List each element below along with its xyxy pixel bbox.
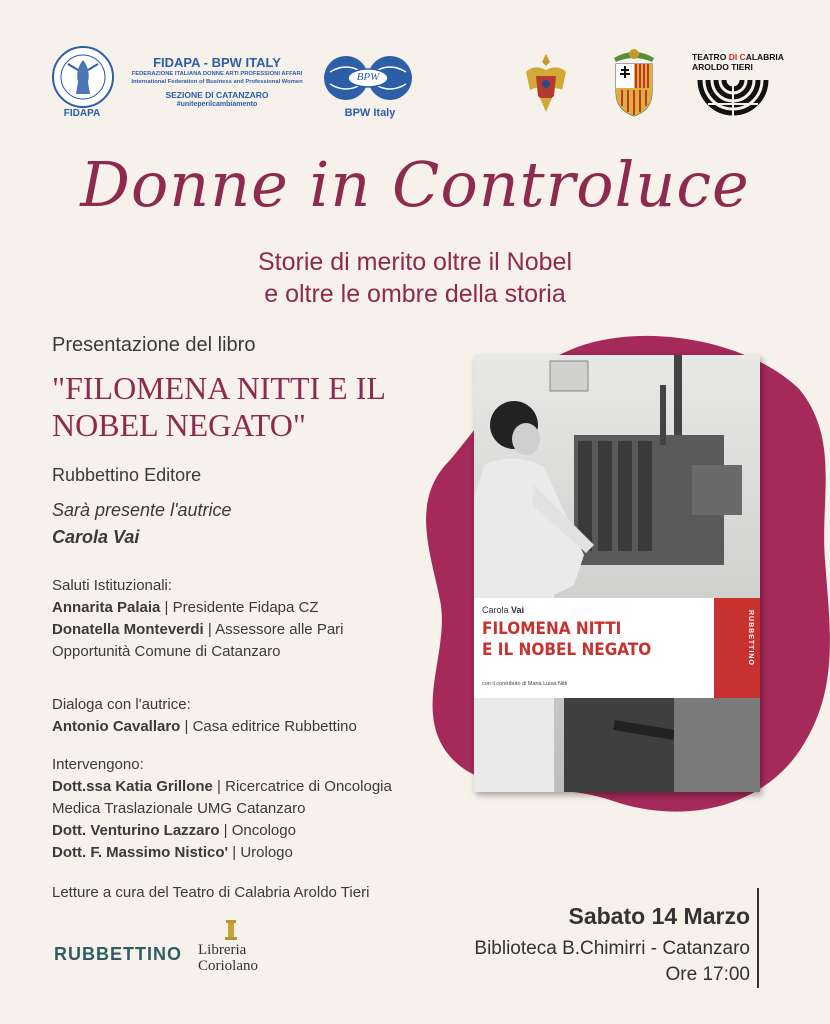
presentation-label: Presentazione del libro xyxy=(52,334,256,356)
book-title: "FILOMENA NITTI E IL NOBEL NEGATO" xyxy=(52,370,386,443)
saluti-person: Annarita Palaia | Presidente Fidapa CZ xyxy=(52,599,319,616)
dialoga-person: Antonio Cavallaro | Casa editrice Rubbettino xyxy=(52,718,357,735)
libreria-name: Libreria Coriolano xyxy=(198,942,258,974)
intervengono-block xyxy=(52,754,482,864)
book-cover-author: Carola Vai xyxy=(482,605,525,615)
federation-title: FIDAPA - BPW ITALY xyxy=(153,55,281,70)
teatro-logo-line2: AROLDO TIERI xyxy=(692,62,753,72)
teatro-logo-line1: TEATRO DI CALABRIA xyxy=(692,52,784,62)
bpw-caption: BPW Italy xyxy=(344,107,396,119)
saluti-person: Donatella Monteverdi | Assessore alle Pari xyxy=(52,621,344,638)
bpw-globes-icon xyxy=(322,52,414,104)
fidapa-emblem-icon xyxy=(54,48,112,106)
saluti-block xyxy=(52,575,482,663)
dialoga-heading: Dialoga con l'autrice: xyxy=(52,696,191,713)
rubbettino-logo: RUBBETTINO xyxy=(54,944,182,964)
hashtag: #uniteperilcambiamento xyxy=(176,101,258,108)
federation-line-english: International Federation of Business and Professional Women xyxy=(131,79,303,85)
book-cover-contributor: con il contributo di Maria Luisa Nitti xyxy=(482,681,568,687)
event-subtitle xyxy=(160,246,670,310)
book-cover-photo xyxy=(474,355,760,792)
event-date: Sabato 14 Marzo xyxy=(568,903,750,929)
speaker-continuation: Medica Traslazionale UMG Catanzaro xyxy=(52,800,306,817)
date-divider xyxy=(757,888,759,988)
event-title: Donne in Controluce xyxy=(80,148,750,221)
theatre-seats-icon xyxy=(696,74,770,118)
saluti-heading: Saluti Istituzionali: xyxy=(52,577,173,594)
bpw-globe-text: BPW xyxy=(356,71,380,83)
speaker: Dott. Venturino Lazzaro | Oncologo xyxy=(52,822,296,839)
readings-note: Letture a cura del Teatro di Calabria Aroldo Tieri xyxy=(52,884,370,901)
book-cover-title: FILOMENA NITTI E IL NOBEL NEGATO xyxy=(482,619,652,660)
book-cover xyxy=(474,355,760,792)
book-publisher-spine: RUBBETTINO xyxy=(747,610,754,666)
publisher: Rubbettino Editore xyxy=(52,465,202,485)
author-name: Carola Vai xyxy=(52,527,140,547)
catanzaro-crest-icon xyxy=(608,44,660,118)
subtitle-line-1: Storie di merito oltre il Nobel xyxy=(257,248,572,276)
federation-block xyxy=(112,55,322,109)
author-presence-note: Sarà presente l'autrice xyxy=(52,500,232,520)
teatro-calabria-logo xyxy=(692,52,784,118)
event-venue: Biblioteca B.Chimirri - Catanzaro xyxy=(474,938,750,959)
subtitle-line-2: e oltre le ombre della storia xyxy=(264,280,566,308)
column-icon xyxy=(224,920,238,940)
eagle-crest-icon xyxy=(522,50,570,116)
event-time: Ore 17:00 xyxy=(665,964,750,985)
speaker: Dott.ssa Katia Grillone | Ricercatrice di Oncologia xyxy=(52,778,392,795)
fidapa-logo xyxy=(52,46,114,108)
fidapa-caption: FIDAPA xyxy=(63,108,101,119)
speaker: Dott. F. Massimo Nistico' | Urologo xyxy=(52,844,293,861)
dialoga-block xyxy=(52,694,482,738)
saluti-continuation: Opportunità Comune di Catanzaro xyxy=(52,643,281,660)
intervengono-heading: Intervengono: xyxy=(52,756,144,773)
section-name: SEZIONE DI CATANZARO xyxy=(165,90,269,100)
federation-line-italian: FEDERAZIONE ITALIANA DONNE ARTI PROFESSIONI AFFARI xyxy=(131,71,303,77)
